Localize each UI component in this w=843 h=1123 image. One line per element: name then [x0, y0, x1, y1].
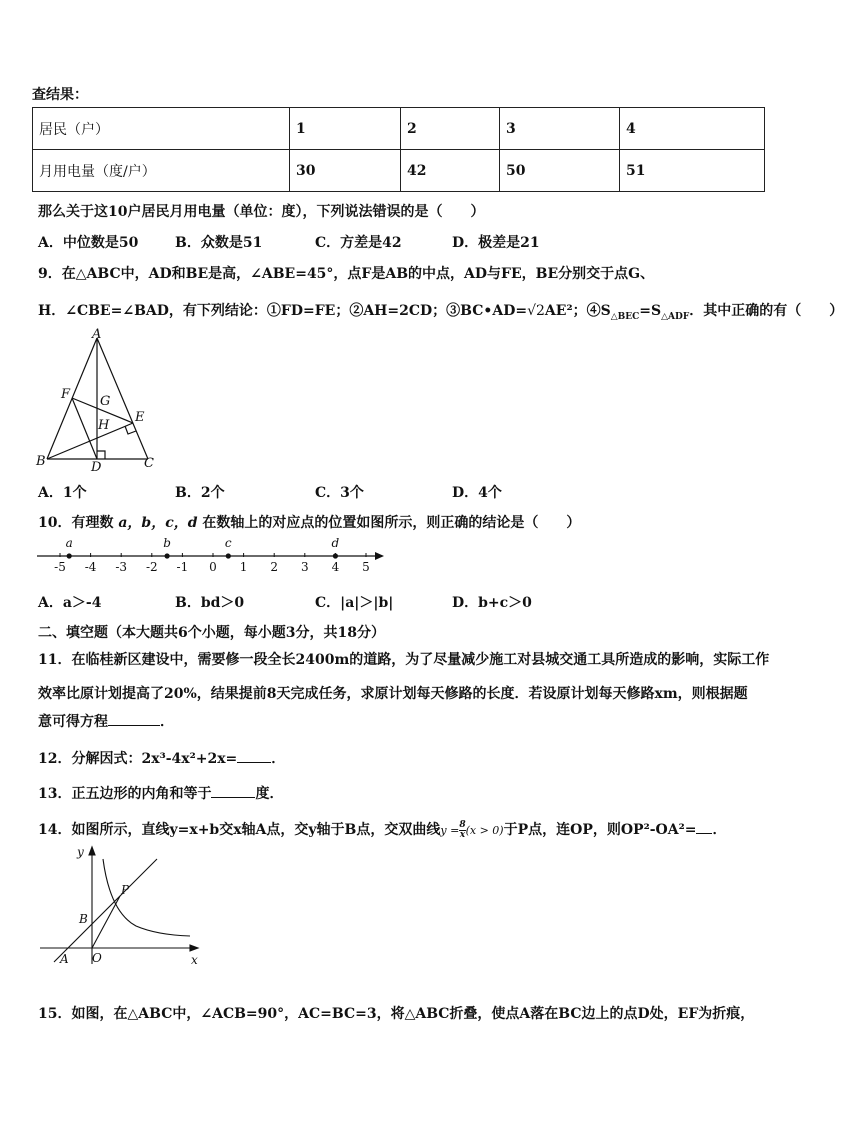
point-label-c: c — [224, 536, 232, 550]
arrow-right-icon — [375, 552, 384, 560]
q14-line — [38, 819, 726, 840]
survey-table — [32, 107, 765, 192]
answer-blank[interactable] — [237, 750, 271, 763]
sqrt-sign: √2 — [527, 303, 545, 319]
table-cell: 4 — [620, 108, 765, 150]
tick-label: -2 — [145, 560, 158, 574]
q11-end: ． — [160, 714, 174, 730]
table-row — [33, 108, 765, 150]
q9-text-a: H．∠CBE=∠BAD，有下列结论：①FD=FE；②AH=2CD；③BC•AD= — [38, 303, 528, 319]
tick-label: -3 — [115, 560, 128, 574]
point-label-b: b — [163, 536, 171, 550]
q11-text: 意可得方程 — [38, 714, 108, 730]
q12-line — [38, 748, 285, 768]
y-axis-arrow-icon — [89, 847, 95, 855]
axis-label-x: x — [191, 953, 198, 967]
q10-text-b: 在数轴上的对应点的位置如图所示，则正确的结论是（ ） — [197, 515, 581, 531]
axis-label-y: y — [77, 845, 84, 859]
label-h: H — [98, 418, 110, 433]
q11-line1: 11．在临桂新区建设中，需要修一段全长2400m的道路，为了尽量减少施工对县城交通工具所造成的影响，实际工作 — [38, 652, 770, 668]
q15-line: 15．如图，在△ABC中，∠ACB=90°，AC=BC=3，将△ABC折叠，使点A落在BC边上的点D处，EF为折痕， — [38, 1006, 755, 1022]
label-g: G — [100, 394, 111, 409]
tick-label: -1 — [176, 560, 189, 574]
answer-blank[interactable] — [211, 785, 255, 798]
x-axis-arrow-icon — [190, 945, 198, 951]
q9-text-b: AE²；④S — [544, 303, 611, 319]
q9-line1: 9．在△ABC中，AD和BE是高，∠ABE=45°，点F是AB的中点，AD与FE，BE分别交于点G、 — [38, 266, 655, 282]
triangle-figure — [32, 326, 162, 475]
q10-option-c: C．|a|＞|b| — [315, 595, 394, 611]
q11-line3 — [38, 711, 174, 731]
tick-label: 5 — [362, 560, 370, 574]
table-cell: 居民（户） — [33, 108, 290, 150]
q10-text-a: 10．有理数 — [38, 515, 119, 531]
q9-text-c: =S — [639, 303, 662, 319]
q14-end: ． — [712, 822, 727, 838]
q13-text: 13．正五边形的内角和等于 — [38, 786, 212, 802]
answer-blank[interactable] — [108, 713, 160, 726]
q12-text: 12．分解因式：2x³-4x²+2x= — [38, 751, 238, 767]
number-line — [32, 534, 392, 578]
table-cell: 3 — [500, 108, 620, 150]
segment-op — [92, 896, 120, 948]
q10-option-b: B．bd＞0 — [175, 595, 245, 611]
tick-label: 2 — [270, 560, 279, 574]
point-label-d: d — [331, 536, 340, 550]
tick-label: 4 — [331, 560, 340, 574]
q12-end: ． — [271, 751, 286, 767]
right-angle-d — [97, 451, 105, 459]
table-cell: 2 — [401, 108, 500, 150]
table-cell: 1 — [290, 108, 401, 150]
q10-vars: a，b，c，d — [118, 515, 198, 531]
q10-option-a: A．a＞-4 — [38, 595, 102, 611]
tick-label: -5 — [54, 560, 66, 574]
q9-option-a: A．1个 — [38, 485, 87, 501]
q8-question: 那么关于这10户居民月用电量（单位：度），下列说法错误的是（ ） — [38, 204, 485, 220]
tick-label: 0 — [209, 560, 217, 574]
tick-label: 3 — [300, 560, 309, 574]
fraction-numerator: 8 — [459, 819, 466, 830]
q14-condition: (x > 0) — [465, 824, 504, 837]
tick-label: 1 — [239, 560, 248, 574]
q8-option-b: B．众数是51 — [175, 235, 263, 251]
label-e: E — [135, 410, 145, 425]
q13-line — [38, 783, 283, 803]
point-d — [333, 553, 338, 558]
table-cell: 51 — [620, 150, 765, 192]
point-a — [67, 553, 72, 558]
q9-text-d: ．其中正确的有（ ） — [689, 303, 843, 319]
label-d: D — [91, 460, 102, 475]
q14-y-eq: y = — [440, 824, 460, 837]
table-row — [33, 150, 765, 192]
q8-option-a: A．中位数是50 — [38, 235, 139, 251]
q11-line2: 效率比原计划提高了20%，结果提前8天完成任务，求原计划每天修路的长度．若设原计划每天修路xm，则根据题 — [38, 686, 748, 702]
q8-option-c: C．方差是42 — [315, 235, 402, 251]
q9-option-c: C．3个 — [315, 485, 364, 501]
point-c — [226, 553, 231, 558]
table-cell: 42 — [401, 150, 500, 192]
q9-line2 — [38, 300, 843, 322]
results-heading: 查结果： — [32, 87, 88, 103]
q10-question — [38, 512, 580, 532]
table-cell: 30 — [290, 150, 401, 192]
q9-option-b: B．2个 — [175, 485, 225, 501]
label-a: A — [60, 952, 69, 966]
hyperbola-graph — [32, 842, 204, 968]
tick-label: -4 — [84, 560, 97, 574]
q10-option-d: D．b+c＞0 — [452, 595, 532, 611]
fraction-denominator: x — [459, 829, 466, 840]
q14-text-a: 14．如图所示，直线y=x+b交x轴A点，交y轴于B点，交双曲线 — [38, 822, 441, 838]
label-f: F — [61, 387, 71, 402]
q14-text-b: 于P点，连OP，则OP²-OA²= — [503, 822, 697, 838]
q13-end: 度． — [255, 786, 284, 802]
label-b: B — [36, 454, 46, 469]
label-o: O — [92, 951, 102, 965]
point-label-a: a — [65, 536, 73, 550]
q9-sub2: △ADF — [661, 311, 690, 322]
section-title: 二、填空题（本大题共6个小题，每小题3分，共18分） — [38, 625, 385, 641]
q9-sub1: △BEC — [610, 311, 640, 322]
table-cell: 50 — [500, 150, 620, 192]
answer-blank[interactable] — [696, 821, 712, 834]
table-cell: 月用电量（度/户） — [33, 150, 290, 192]
label-b: B — [79, 912, 88, 926]
point-b — [165, 553, 170, 558]
q8-option-d: D．极差是21 — [452, 235, 540, 251]
label-a: A — [92, 327, 102, 342]
label-c: C — [144, 456, 154, 471]
hyperbola-curve — [103, 859, 190, 936]
q9-option-d: D．4个 — [452, 485, 502, 501]
label-p: P — [121, 883, 130, 897]
